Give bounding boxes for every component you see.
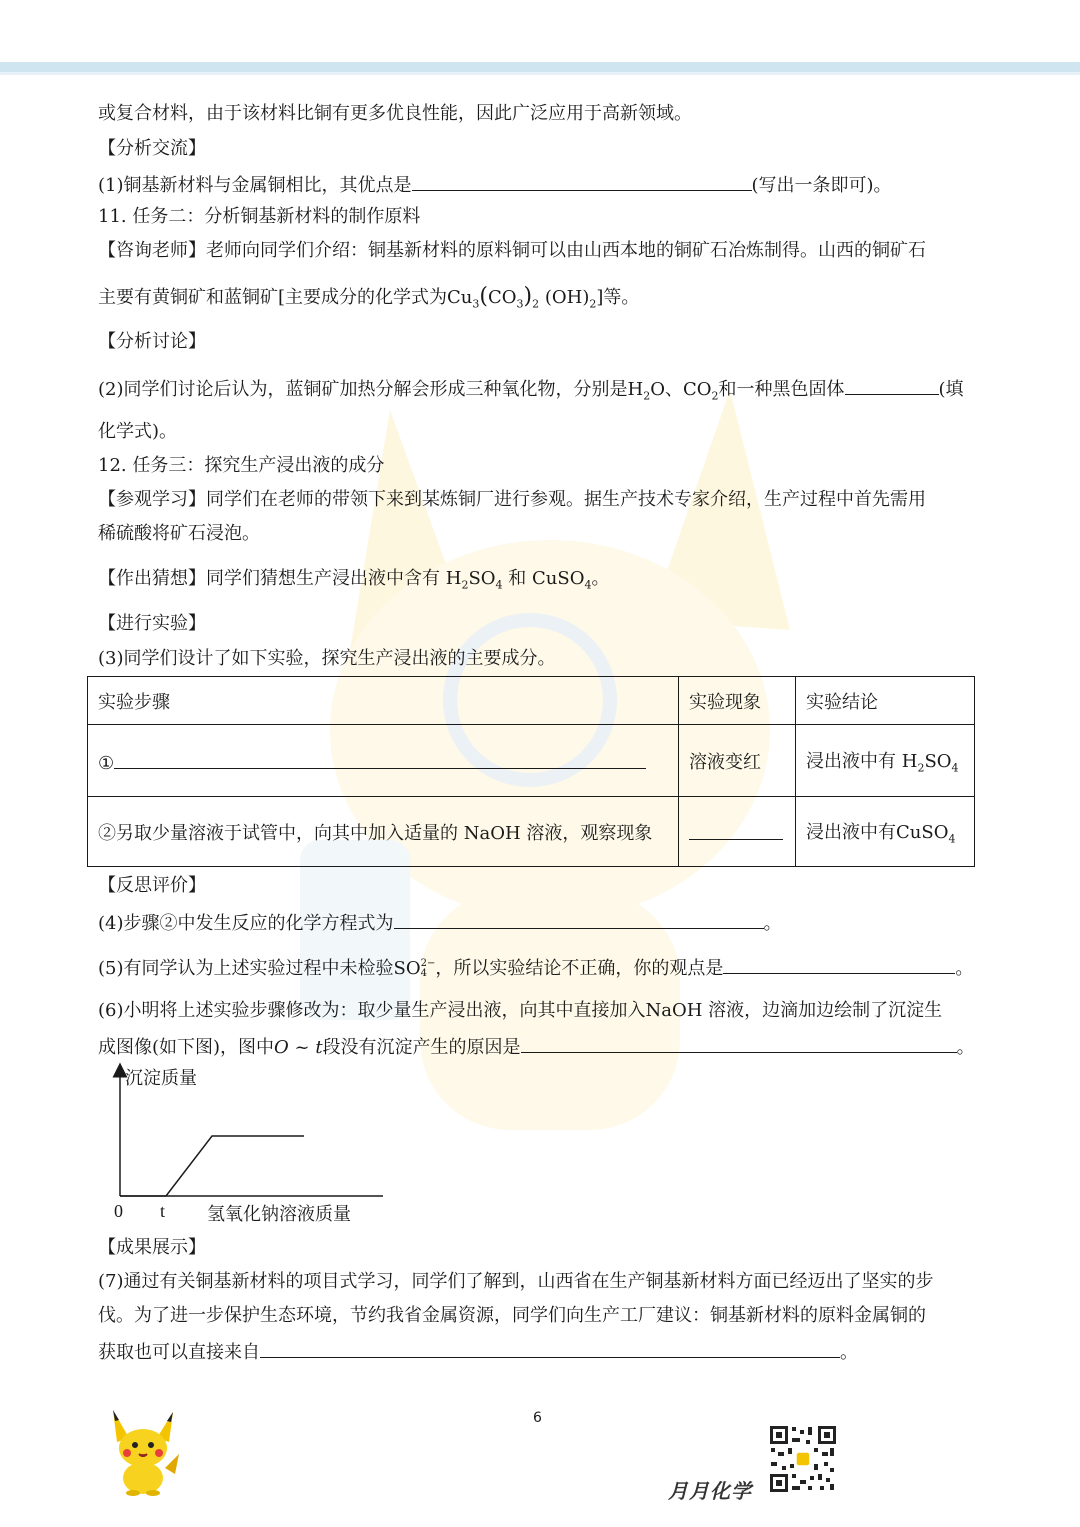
q6-line-2 [98,1032,975,1061]
guess-end: 。 [591,568,610,589]
table-row [88,797,975,867]
q6-end: 。 [956,1037,975,1058]
row1-conclusion: 浸出液中有 $H_2SO_4$ [796,725,975,797]
x-axis-label: 氢氧化钠溶液质量 [207,1204,351,1224]
cuso4-formula: CuSO$_4$ [532,568,592,592]
q6-line-1: (6)小明将上述实验步骤修改为：取少量生产浸出液，向其中直接加入NaOH 溶液，边滴加边绘制了沉淀生 [98,1000,943,1021]
h2so4-formula: $H_2SO_4$ [445,568,503,592]
header-phenomenon: 实验现象 [679,677,796,725]
q2-tail: (填 [938,379,964,400]
o-t-segment: O ~ t [274,1037,323,1058]
table-row [88,725,975,797]
q2-mid: 和一种黑色固体 [718,379,845,400]
y-axis-label: 沉淀质量 [125,1068,197,1088]
h2o-formula: $H_2O$、 [627,379,683,403]
intro-line: 或复合材料，由于该材料比铜有更多优良性能，因此广泛应用于高新领域。 [98,103,692,124]
heading-analysis: 【分析交流】 [98,138,206,159]
header-conclusion: 实验结论 [796,677,975,725]
row1-step: ① [88,725,679,797]
q7-text: 获取也可以直接来自 [98,1342,260,1363]
q7-answer-blank[interactable] [260,1337,840,1358]
experiment-table [87,676,975,867]
q4-end: 。 [763,913,782,934]
q5-end: 。 [955,958,974,979]
task-2-title: 11. 任务二：分析铜基新材料的制作原料 [98,206,421,227]
x-tick-0: 0 [114,1201,123,1221]
q7-line-2: 伐。为了进一步保护生态环境，节约我省金属资源，同学们向生产工厂建议：铜基新材料的原料金属铜的 [98,1305,926,1326]
q6-text-b: 段没有沉淀产生的原因是 [322,1037,521,1058]
heading-discuss: 【分析讨论】 [98,331,206,352]
q5-mid: ，所以实验结论不正确，你的观点是 [435,958,724,979]
q5-text: (5)有同学认为上述实验过程中未检验 [98,958,394,979]
precipitate-chart [95,1062,395,1232]
brand-name: 月月化学 [668,1479,752,1503]
q4-answer-blank[interactable] [394,908,764,929]
visit-line-2: 稀硫酸将矿石浸泡。 [98,523,260,544]
question-4 [98,908,782,937]
q4-text: (4)步骤②中发生反应的化学方程式为 [98,913,394,934]
header-bar-shadow [0,72,1080,75]
guess-line [98,566,609,599]
heading-result: 【成果展示】 [98,1237,206,1258]
header-step: 实验步骤 [88,677,679,725]
guess-and: 和 [508,568,527,589]
heading-reflect: 【反思评价】 [98,875,206,896]
q2-text: (2)同学们讨论后认为，蓝铜矿加热分解会形成三种氧化物，分别是 [98,379,628,400]
q1-tail: (写出一条即可)。 [751,175,892,196]
question-1 [98,170,892,199]
header-bar [0,62,1080,72]
row2-phenomenon-blank[interactable] [689,819,783,840]
visit-line-1: 【参观学习】同学们在老师的带领下来到某炼铜厂进行参观。据生产技术专家介绍，生产过程中首先需用 [98,489,926,510]
consult-tail: ]等。 [596,287,640,308]
page-number: 6 [533,1410,542,1426]
pikachu-logo-icon [105,1408,180,1496]
heading-experiment: 【进行实验】 [98,613,206,634]
row2-step: ②另取少量溶液于试管中，向其中加入适量的 NaOH 溶液，观察现象 [88,797,679,867]
question-2 [98,374,964,410]
q2-answer-blank[interactable] [845,374,939,395]
row2-conclusion: 浸出液中有CuSO$_4$ [796,797,975,867]
q1-text: (1)铜基新材料与金属铜相比，其优点是 [98,175,412,196]
azurite-formula: $Cu_3(CO_3)_2$ $(OH)_2$ [447,284,597,311]
row1-phenomenon: 溶液变红 [679,725,796,797]
table-header-row [88,677,975,725]
q2-line-2: 化学式)。 [98,421,178,442]
qr-code-icon[interactable] [768,1424,838,1494]
task-3-title: 12. 任务三：探究生产浸出液的成分 [98,455,385,476]
row2-phenomenon [679,797,796,867]
question-5 [98,953,973,982]
row1-step-blank[interactable] [114,748,646,769]
q7-end: 。 [840,1342,858,1363]
consult-line-2 [98,284,639,318]
co2-formula: $CO_2$ [682,379,719,403]
sulfate-ion-formula: SO 2− 4 [393,958,436,979]
q5-answer-blank[interactable] [723,953,955,974]
consult-line-1: 【咨询老师】老师向同学们介绍：铜基新材料的原料铜可以由山西本地的铜矿石冶炼制得。山西的铜矿石 [98,240,926,261]
guess-text: 【作出猜想】同学们猜想生产浸出液中含有 [98,568,440,589]
q1-answer-blank[interactable] [412,170,752,191]
question-3: (3)同学们设计了如下实验，探究生产浸出液的主要成分。 [98,648,556,669]
q7-line-1: (7)通过有关铜基新材料的项目式学习，同学们了解到，山西省在生产铜基新材料方面已经迈出了坚实的步 [98,1271,934,1292]
q7-line-3 [98,1337,858,1366]
q6-answer-blank[interactable] [521,1032,957,1053]
x-tick-t: t [160,1201,166,1221]
precipitate-series-line [120,1136,304,1196]
consult-text: 主要有黄铜矿和蓝铜矿[主要成分的化学式为 [98,287,448,308]
q6-text-a: 成图像(如下图)，图中 [98,1037,275,1058]
